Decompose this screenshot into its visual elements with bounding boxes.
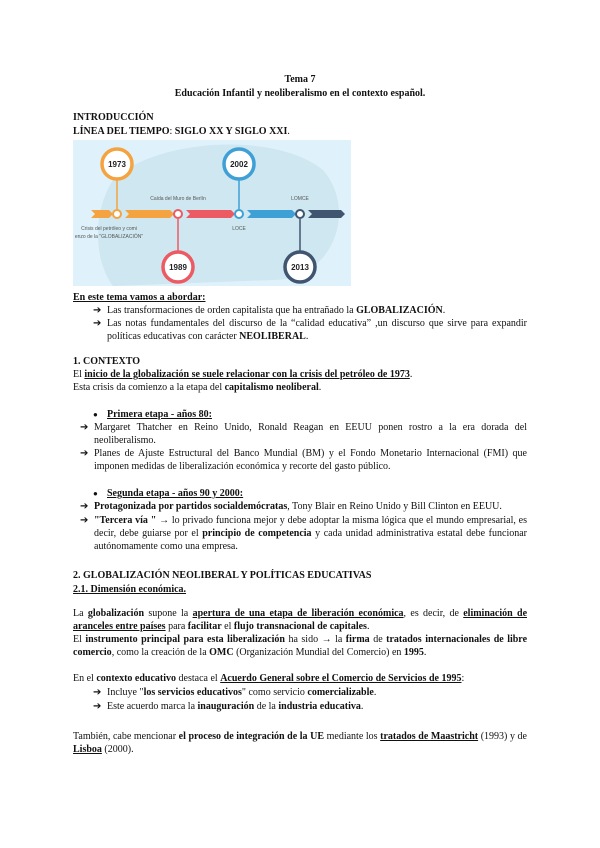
timeline-node	[174, 210, 182, 218]
arrow-icon: ➔	[80, 448, 89, 459]
text-run: para	[165, 621, 188, 632]
emphasis-text: GLOBALIZACIÓN	[356, 305, 443, 316]
emphasis-text: capitalismo neoliberal	[224, 382, 319, 393]
text-run: .	[305, 331, 309, 342]
emphasis-text: contexto educativo	[96, 673, 177, 684]
emphasis-text: industria educativa	[278, 701, 361, 712]
event-label: Caída del Muro de Berlín	[150, 196, 206, 202]
emphasis-text: flujo transnacional de capitales	[233, 621, 367, 632]
text-run: (2000).	[101, 744, 134, 755]
text-run: Las transformaciones de orden capitalista que ha entrañado la	[107, 305, 357, 316]
text-run: También, cabe mencionar	[73, 731, 179, 742]
text-run: mediante los	[324, 731, 381, 742]
paragraph-inicio	[73, 368, 527, 381]
text-run: En el	[73, 673, 97, 684]
list-item	[80, 500, 527, 513]
text-run: .	[409, 369, 413, 380]
text-run: de	[369, 634, 387, 645]
arrow-icon: ➔	[93, 701, 102, 712]
arrow-icon: ➔	[93, 687, 102, 698]
text-run: El	[73, 369, 85, 380]
text-run: " como servicio	[241, 687, 308, 698]
emphasis-text: 1. CONTEXTO	[73, 356, 141, 367]
topics-intro	[73, 291, 527, 304]
intro-heading	[73, 111, 527, 124]
paragraph-instrumento	[73, 633, 527, 659]
paragraph-tambien	[73, 730, 527, 756]
text-run: , como la creación de la	[111, 647, 210, 658]
section-1-heading	[73, 355, 527, 368]
year-label: 1989	[169, 263, 187, 272]
text-run: :	[169, 126, 175, 137]
text-run: Margaret Thatcher en Reino Unido, Ronald Reagan en EEUU ponen rostro a la era dorada del neoliberalismo.	[94, 422, 527, 446]
emphasis-text: OMC	[209, 647, 234, 658]
text-run: (Organización Mundial del Comercio) en	[233, 647, 404, 658]
text-run: Esta crisis da comienzo a la etapa del	[73, 382, 225, 393]
emphasis-text: Primera etapa - años 80:	[107, 409, 212, 420]
emphasis-text: eliminación de aranceles entre países	[73, 608, 528, 632]
paragraph-crisis	[73, 381, 527, 394]
year-label: 2013	[291, 263, 309, 272]
timeline-segment	[308, 210, 345, 218]
text-run: el	[221, 621, 234, 632]
arrow-icon: ➔	[80, 501, 89, 512]
text-run: La	[73, 608, 88, 619]
intro-heading-text: INTRODUCCIÓN	[73, 112, 154, 123]
text-run: .	[373, 687, 377, 698]
tema-number: Tema 7	[284, 74, 316, 85]
event-label: LOMCE	[291, 196, 309, 202]
emphasis-text: SIGLO XX Y SIGLO XXI	[174, 126, 288, 137]
text-run: y cada unidad administrativa estatal debe funcionar autónomamente como una empresa.	[94, 528, 527, 552]
emphasis-text: globalización	[87, 608, 145, 619]
emphasis-text: 2.1. Dimensión económica.	[73, 584, 187, 595]
paragraph-contexto-educativo	[73, 672, 527, 685]
text-run: de la	[254, 701, 279, 712]
arrow-icon: ➔	[93, 305, 102, 316]
emphasis-text: principio de competencia	[202, 528, 312, 539]
bullet-icon: ●	[93, 489, 98, 498]
emphasis-text: instrumento principal para esta liberalización	[85, 634, 285, 645]
arrow-icon: ➔	[80, 422, 89, 433]
section-2-1-heading	[73, 583, 527, 596]
emphasis-text: LÍNEA DEL TIEMPO	[73, 126, 170, 137]
text-run: .	[442, 305, 446, 316]
bullet-icon: ●	[93, 410, 98, 419]
emphasis-text: Segunda etapa - años 90 y 2000:	[107, 488, 244, 499]
list-item	[80, 447, 527, 473]
text-run: → lo privado funciona mejor y debe adoptar la misma lógica que el mundo empresarial, es decir, debe guiarse por el	[94, 515, 527, 539]
text-run: , Tony Blair en Reino Unido y Bill Clinton en EEUU.	[287, 501, 502, 512]
topic-item	[93, 317, 527, 343]
text-run: destaca el	[176, 673, 221, 684]
timeline-image	[73, 140, 351, 286]
timeline-node	[113, 210, 121, 218]
text-run: (1993) y de	[478, 731, 527, 742]
section-2-heading	[73, 569, 527, 582]
emphasis-text: los servicios educativos	[143, 687, 242, 698]
emphasis-text: "Tercera vía "	[94, 515, 157, 526]
text-run: Las notas fundamentales del discurso de la “calidad educativa” ,un discurso que sirve para expandir políticas educativas con carácter	[107, 318, 527, 342]
event-label: Crisis del petróleo y comi	[81, 226, 137, 232]
arrow-icon: ➔	[80, 515, 89, 526]
emphasis-text: el proceso de integración de la UE	[178, 731, 325, 742]
list-item	[93, 700, 527, 713]
timeline-segment	[125, 210, 174, 218]
list-item	[93, 686, 527, 699]
timeline-heading	[73, 125, 527, 138]
text-run: supone la	[144, 608, 193, 619]
text-run: .	[360, 701, 364, 712]
topic-item	[93, 304, 527, 317]
text-run: .	[287, 126, 290, 137]
text-run: , es decir, de	[403, 608, 464, 619]
emphasis-text: apertura de una etapa de liberación económica	[192, 608, 404, 619]
bullet-primera-etapa	[93, 408, 527, 421]
text-run: Incluye "	[107, 687, 144, 698]
bullet-segunda-etapa	[93, 487, 527, 500]
emphasis-text: inauguración	[197, 701, 255, 712]
emphasis-text: 2. GLOBALIZACIÓN NEOLIBERAL Y POLÍTICAS EDUCATIVAS	[73, 570, 372, 581]
timeline-segment	[186, 210, 235, 218]
emphasis-text: facilitar	[187, 621, 222, 632]
emphasis-text: Acuerdo General sobre el Comercio de Servicios de 1995	[220, 673, 462, 684]
emphasis-text: tratados de Maastricht	[380, 731, 479, 742]
emphasis-text: comercializable	[307, 687, 374, 698]
emphasis-text: tratados internacionales de libre comercio	[73, 634, 528, 658]
emphasis-text: NEOLIBERAL	[239, 331, 306, 342]
list-item	[80, 514, 527, 553]
emphasis-text: En este tema vamos a abordar:	[73, 292, 206, 303]
text-run: .	[318, 382, 322, 393]
arrow-icon: ➔	[93, 318, 102, 329]
paragraph-globalizacion	[73, 607, 527, 633]
emphasis-text: inicio de la globalización se suele relacionar con la crisis del petróleo de 1973	[84, 369, 410, 380]
event-label: LOCE	[232, 226, 246, 232]
event-label: enzo de la "GLOBALIZACIÓN"	[74, 234, 144, 240]
emphasis-text: firma	[345, 634, 370, 645]
list-item	[80, 421, 527, 447]
text-run: :	[461, 673, 465, 684]
timeline-node	[235, 210, 243, 218]
text-run: ha sido → la	[284, 634, 346, 645]
emphasis-text: 1995	[403, 647, 424, 658]
emphasis-text: Lisboa	[73, 744, 102, 755]
text-run: Este acuerdo marca la	[107, 701, 198, 712]
year-label: 1973	[108, 160, 126, 169]
timeline-segment	[247, 210, 296, 218]
emphasis-text: Protagonizada por partidos socialdemócratas	[94, 501, 288, 512]
text-run: .	[366, 621, 370, 632]
text-run: Planes de Ajuste Estructural del Banco Mundial (BM) y el Fondo Monetario Internacional (FMI) que imponen medidas de liberalización económica y recorte del gasto público.	[94, 448, 527, 472]
document-title: Educación Infantil y neoliberalismo en el contexto español.	[174, 88, 426, 99]
year-label: 2002	[230, 160, 248, 169]
timeline-node	[296, 210, 304, 218]
text-run: El	[73, 634, 86, 645]
text-run: .	[423, 647, 427, 658]
